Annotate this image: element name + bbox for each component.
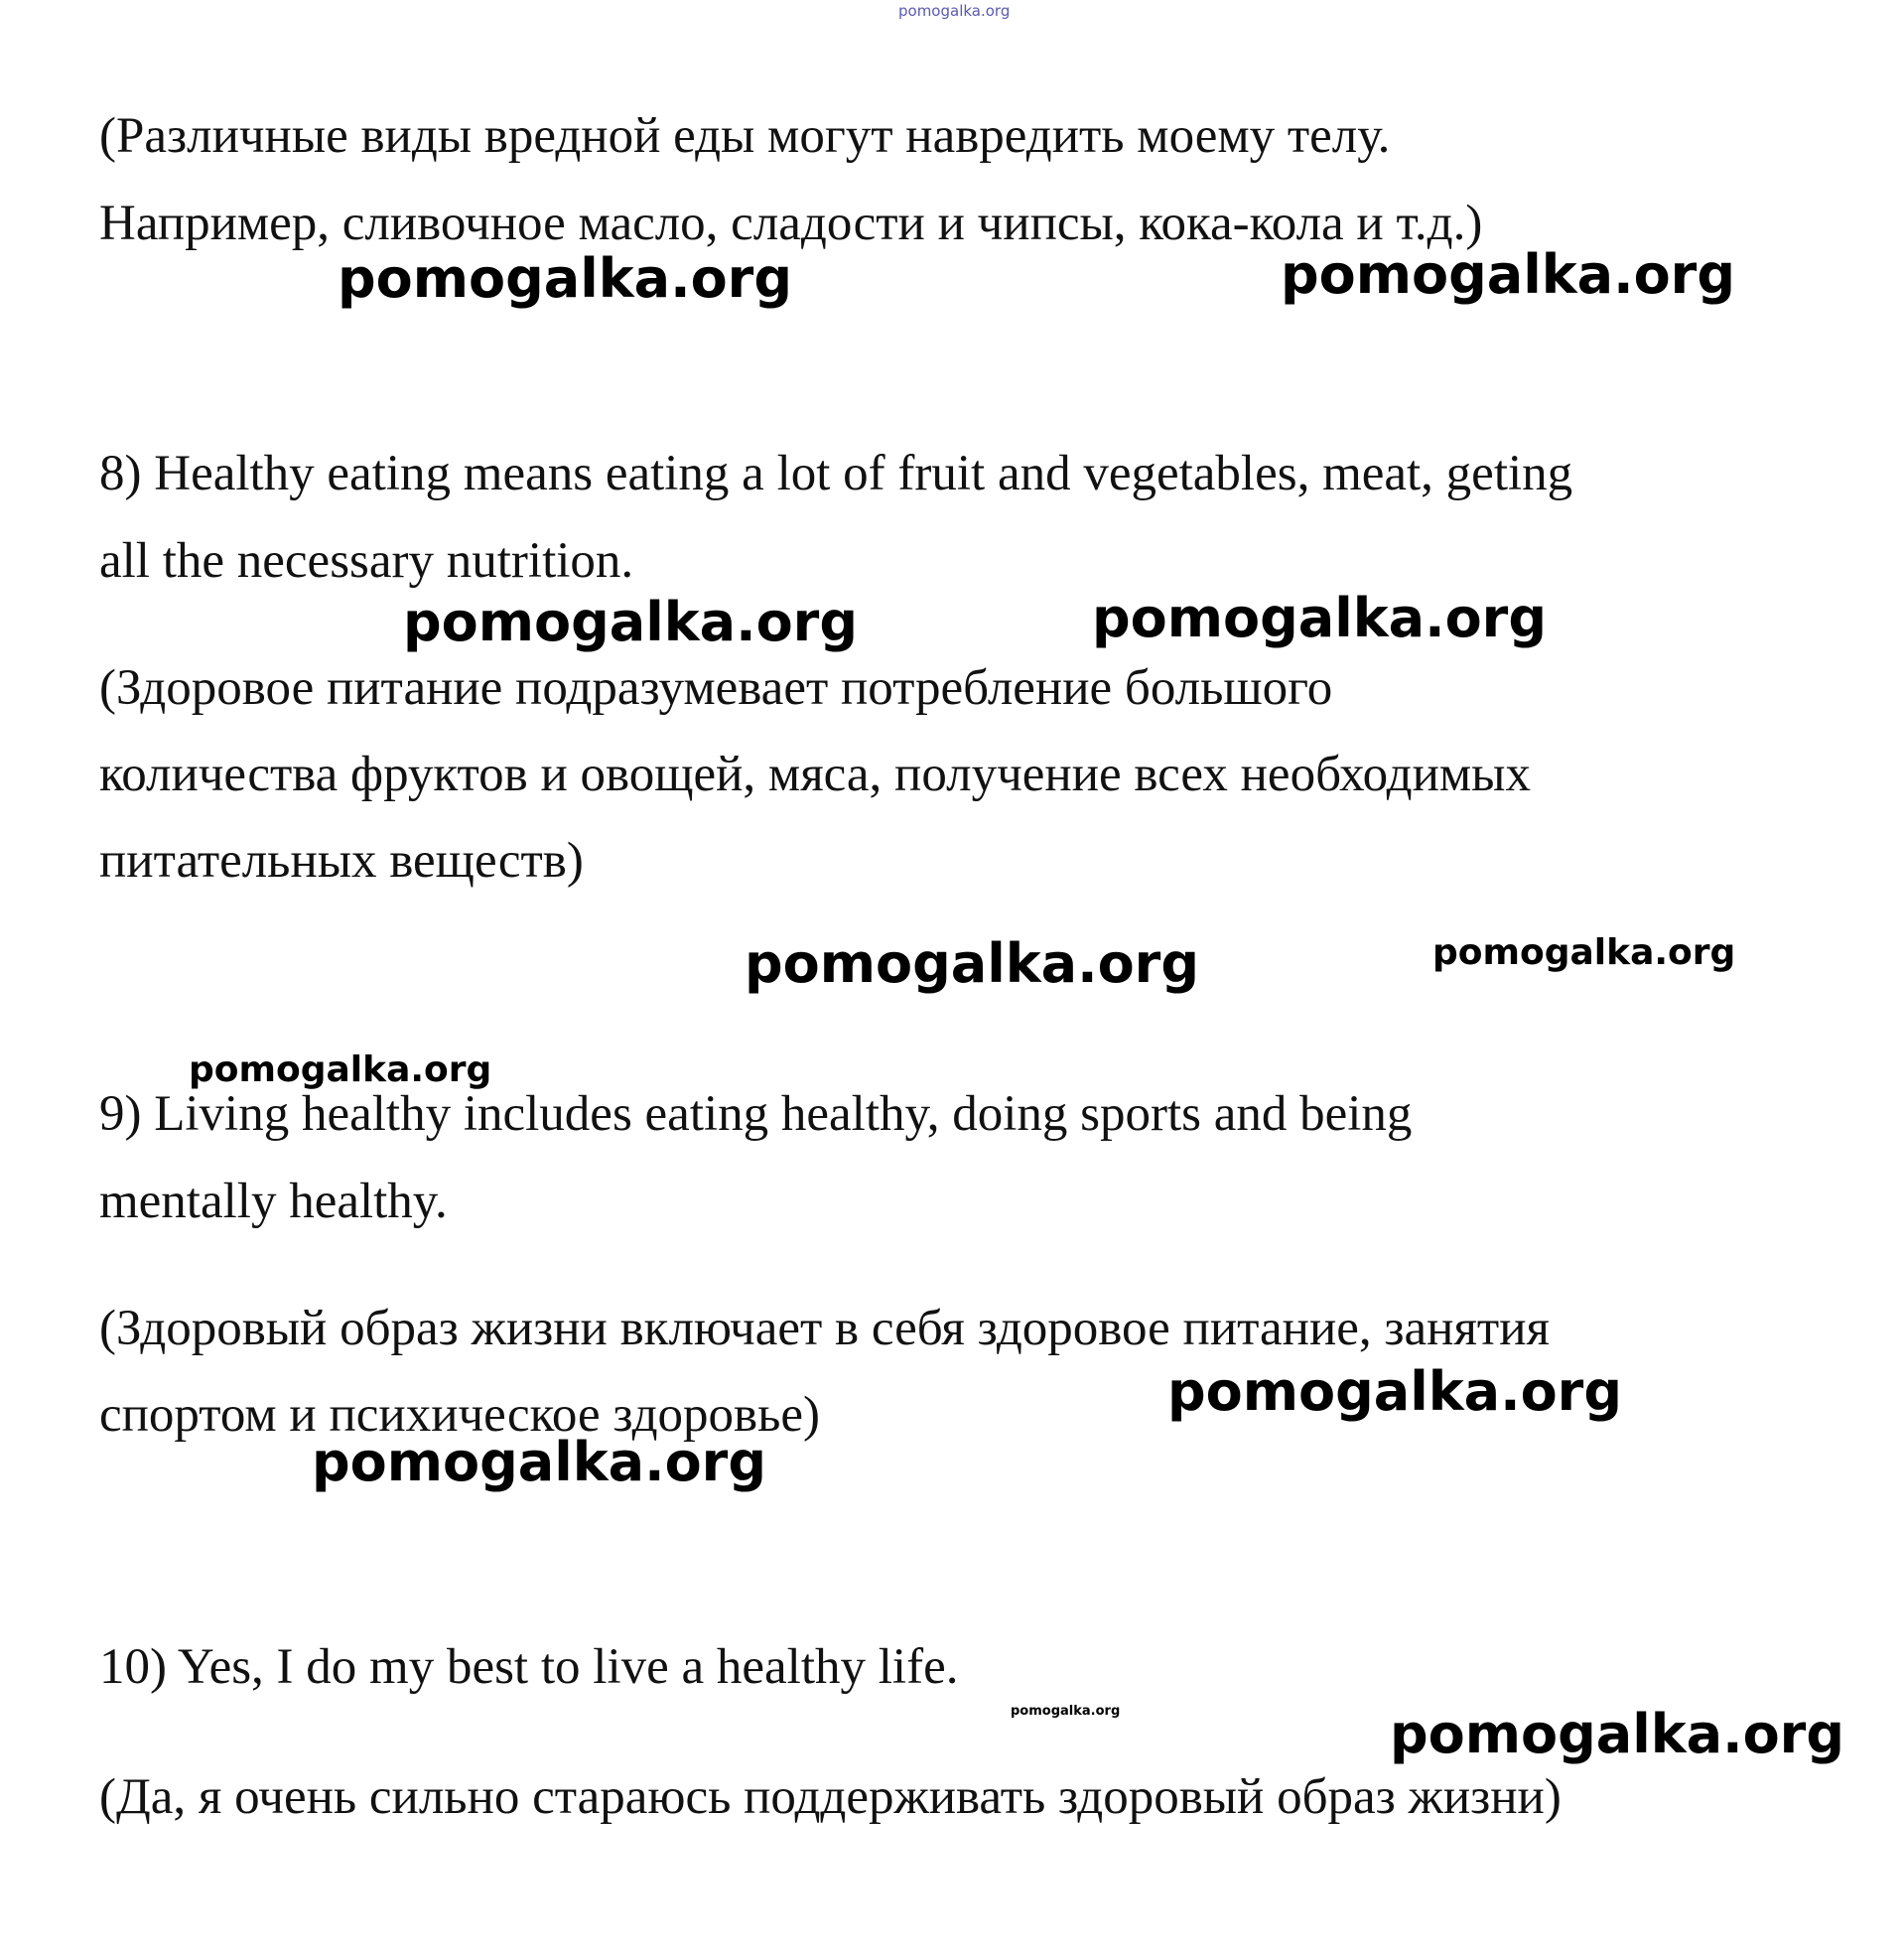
item10-translation: (Да, я очень сильно стараюсь поддерживать здоровый образ жизни) [99, 1769, 1562, 1825]
watermark: pomogalka.org [1432, 932, 1736, 973]
watermark: pomogalka.org [189, 1049, 492, 1090]
item8-answer-line-1: 8) Healthy eating means eating a lot of fruit and vegetables, meat, geting [99, 446, 1573, 501]
watermark: pomogalka.org [1281, 243, 1735, 306]
item10-answer: 10) Yes, I do my best to live a healthy life. [99, 1639, 959, 1695]
item9-answer-line-2: mentally healthy. [99, 1174, 448, 1229]
watermark: pomogalka.org [1390, 1703, 1844, 1765]
item9-translation-line-1: (Здоровый образ жизни включает в себя здоровое питание, занятия [99, 1301, 1550, 1356]
watermark: pomogalka.org [403, 591, 858, 653]
item8-translation-line-2: количества фруктов и овощей, мяса, получение всех необходимых [99, 747, 1531, 802]
watermark: pomogalka.org [745, 932, 1199, 995]
watermark: pomogalka.org [312, 1431, 766, 1493]
item9-translation-line-2: спортом и психическое здоровье) [99, 1387, 821, 1443]
watermark: pomogalka.org [1092, 587, 1547, 649]
item9-answer-line-1: 9) Living healthy includes eating healthy, doing sports and being [99, 1086, 1413, 1142]
item7-translation-line-2: Например, сливочное масло, сладости и чипсы, кока-кола и т.д.) [99, 196, 1483, 251]
item8-answer-line-2: all the necessary nutrition. [99, 533, 634, 589]
item7-translation-line-1: (Различные виды вредной еды могут навредить моему телу. [99, 108, 1391, 164]
watermark: pomogalka.org [1011, 1704, 1121, 1719]
item8-translation-line-1: (Здоровое питание подразумевает потребление большого [99, 660, 1333, 716]
watermark: pomogalka.org [338, 247, 792, 310]
watermark: pomogalka.org [1167, 1360, 1622, 1423]
item8-translation-line-3: питательных веществ) [99, 833, 584, 889]
header-watermark: pomogalka.org [898, 2, 1011, 20]
